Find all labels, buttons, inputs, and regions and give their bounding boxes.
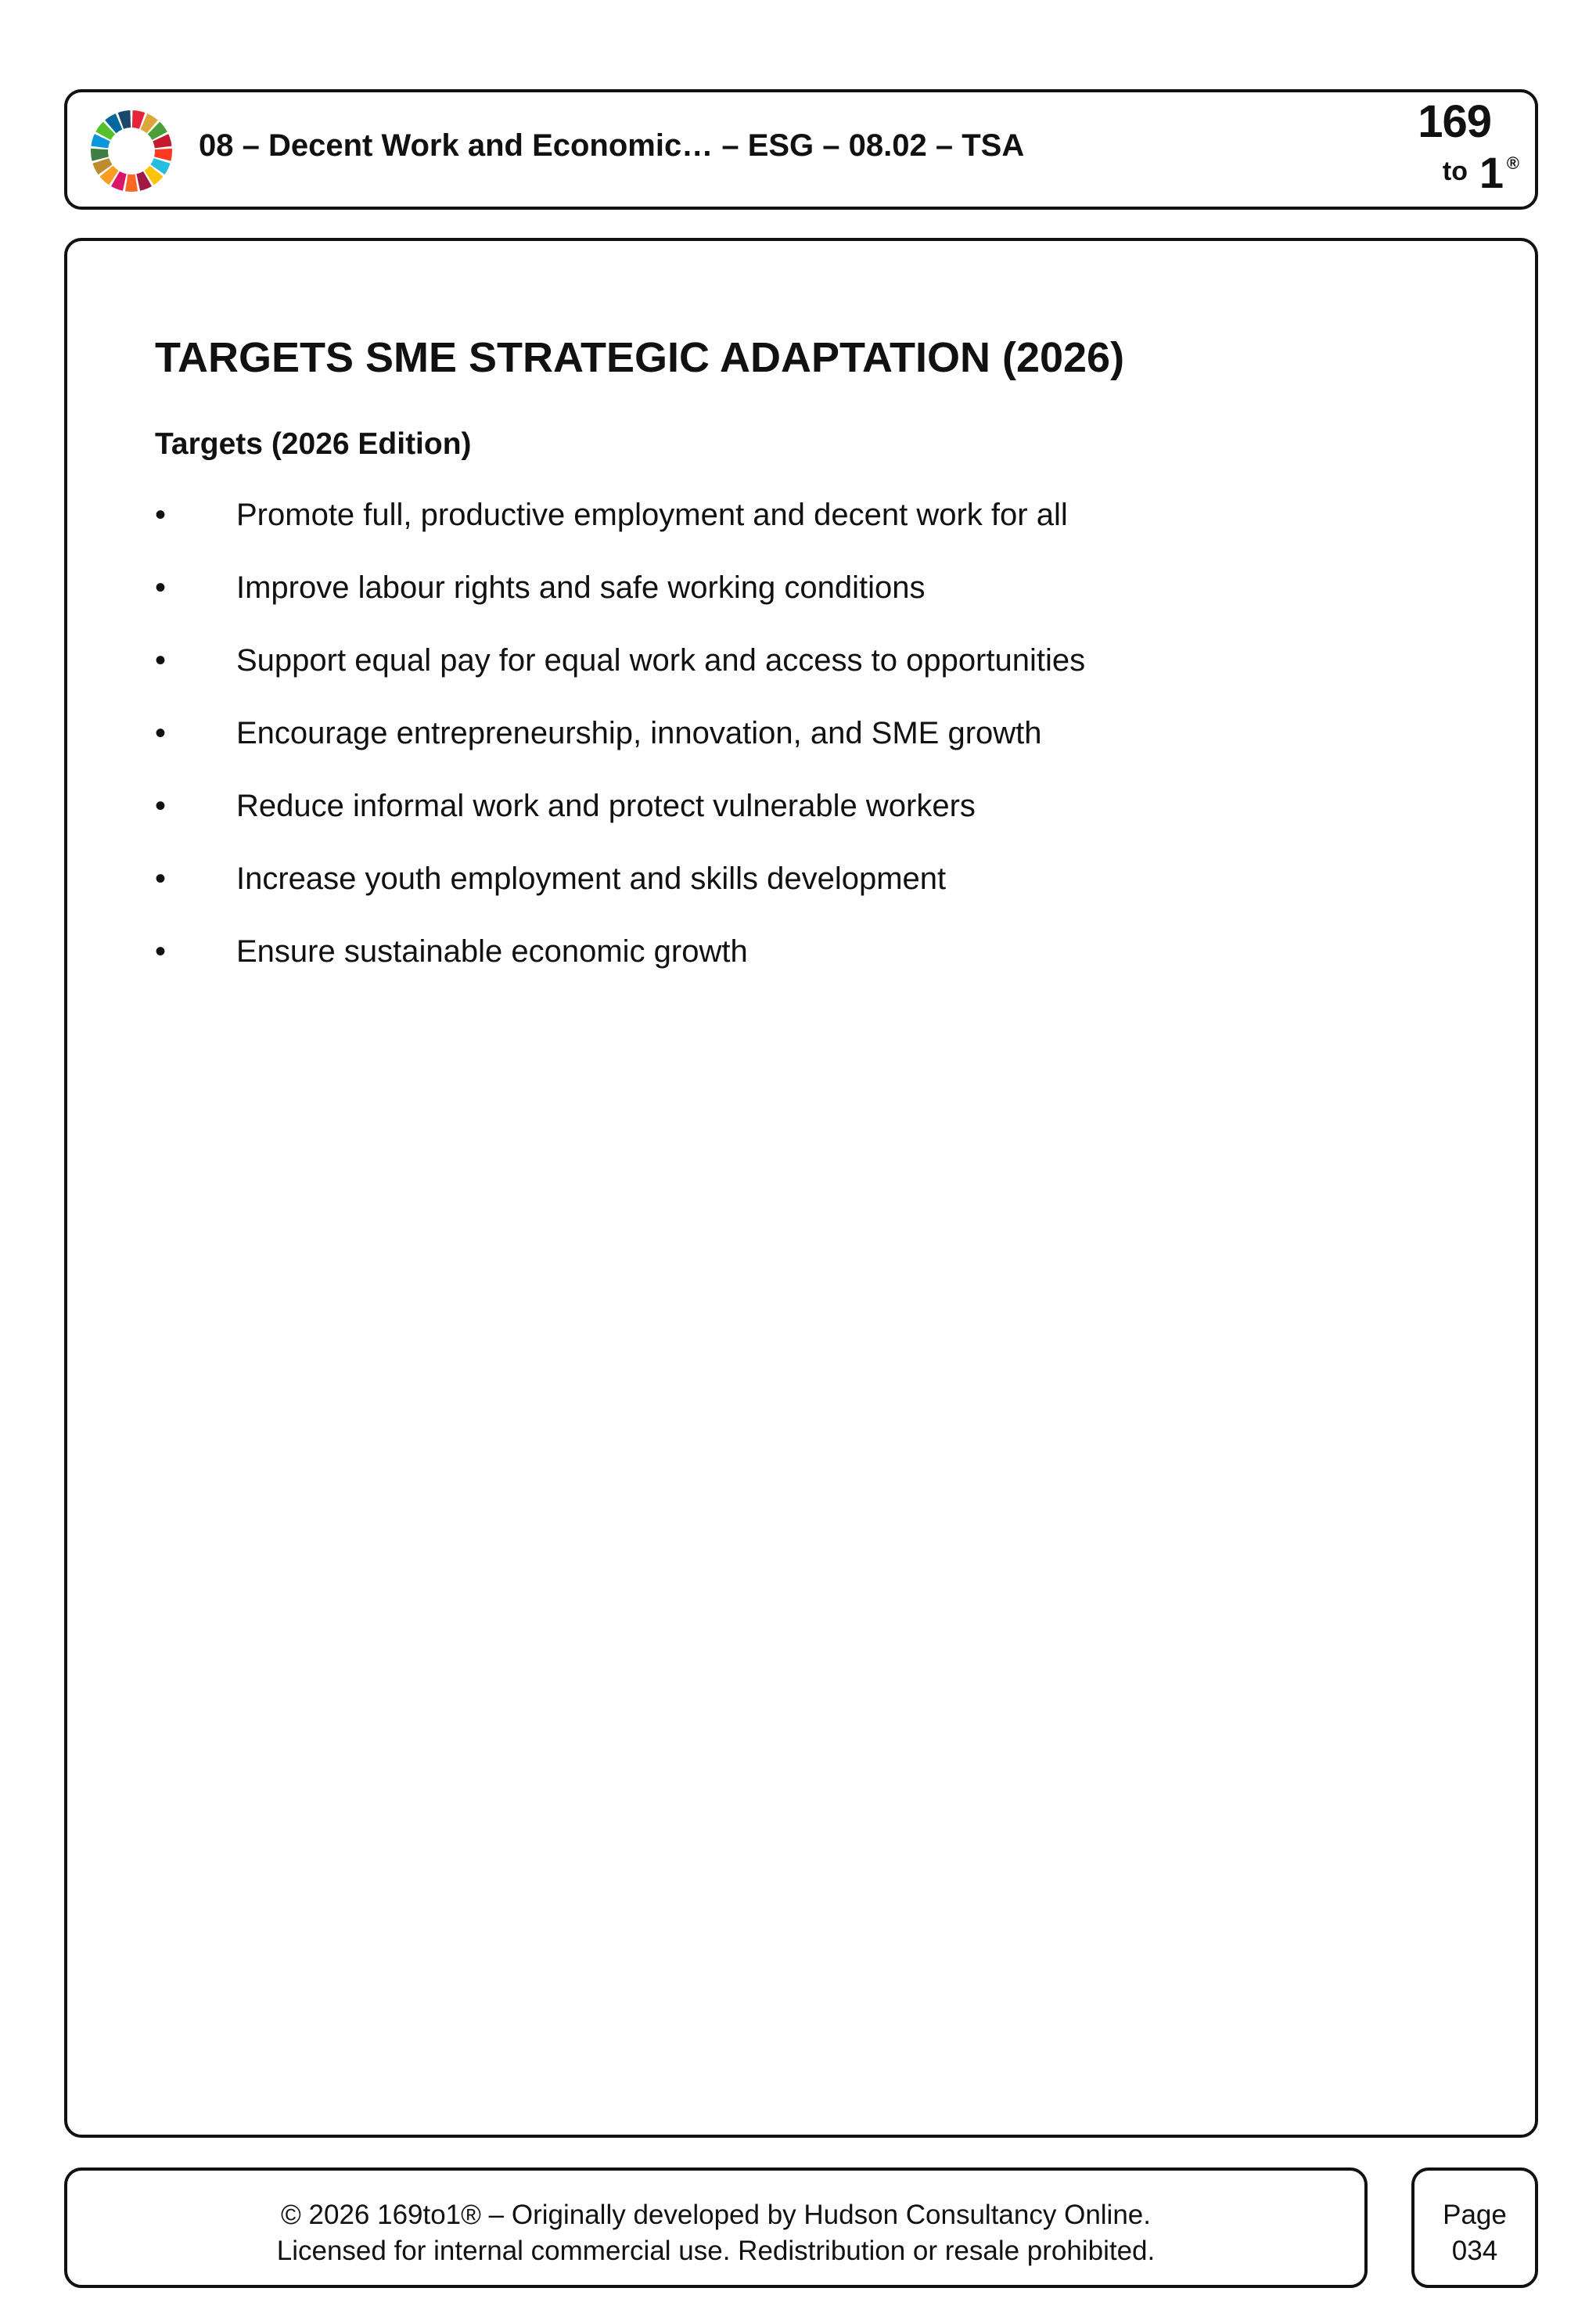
target-text: Reduce informal work and protect vulnerable workers [236, 789, 976, 823]
target-text: Support equal pay for equal work and access to opportunities [236, 643, 1086, 678]
copyright-line-2: Licensed for internal commercial use. Redistribution or resale prohibited. [276, 2236, 1156, 2266]
bullet-icon: • [155, 570, 167, 605]
bullet-icon: • [155, 862, 167, 896]
bullet-icon: • [155, 716, 167, 750]
section-subtitle: Targets (2026 Edition) [155, 427, 472, 461]
target-text: Ensure sustainable economic growth [236, 934, 748, 969]
brand-logo-one: 1 [1479, 148, 1504, 197]
header-title: 08 – Decent Work and Economic… – ESG – 08.02 – TSA [199, 128, 1025, 163]
brand-logo-number: 169 [1418, 96, 1491, 147]
brand-logo-registered: ® [1506, 153, 1519, 173]
sdg-wheel-icon [89, 109, 174, 193]
target-text: Improve labour rights and safe working conditions [236, 570, 926, 605]
sdg-wheel-segment [125, 174, 138, 192]
page-number-box [1411, 2167, 1538, 2288]
bullet-icon: • [155, 789, 167, 823]
page-info [1414, 2197, 1535, 2269]
page-label: Page [1443, 2200, 1507, 2230]
target-text: Increase youth employment and skills development [236, 862, 947, 896]
target-text: Promote full, productive employment and decent work for all [236, 498, 1068, 532]
bullet-icon: • [155, 643, 167, 678]
bullet-icon: • [155, 934, 167, 969]
copyright-line-1: © 2026 169to1® – Originally developed by Hudson Consultancy Online. [281, 2200, 1151, 2230]
page-number: 034 [1451, 2236, 1498, 2266]
brand-logo-to: to [1442, 156, 1468, 186]
content-panel [64, 238, 1538, 2138]
page-title: TARGETS SME STRATEGIC ADAPTATION (2026) [155, 334, 1125, 381]
page-header [64, 89, 1538, 210]
footer-copyright-box [64, 2167, 1368, 2288]
target-text: Encourage entrepreneurship, innovation, and SME growth [236, 716, 1042, 750]
copyright-notice [67, 2197, 1364, 2269]
bullet-icon: • [155, 498, 167, 532]
